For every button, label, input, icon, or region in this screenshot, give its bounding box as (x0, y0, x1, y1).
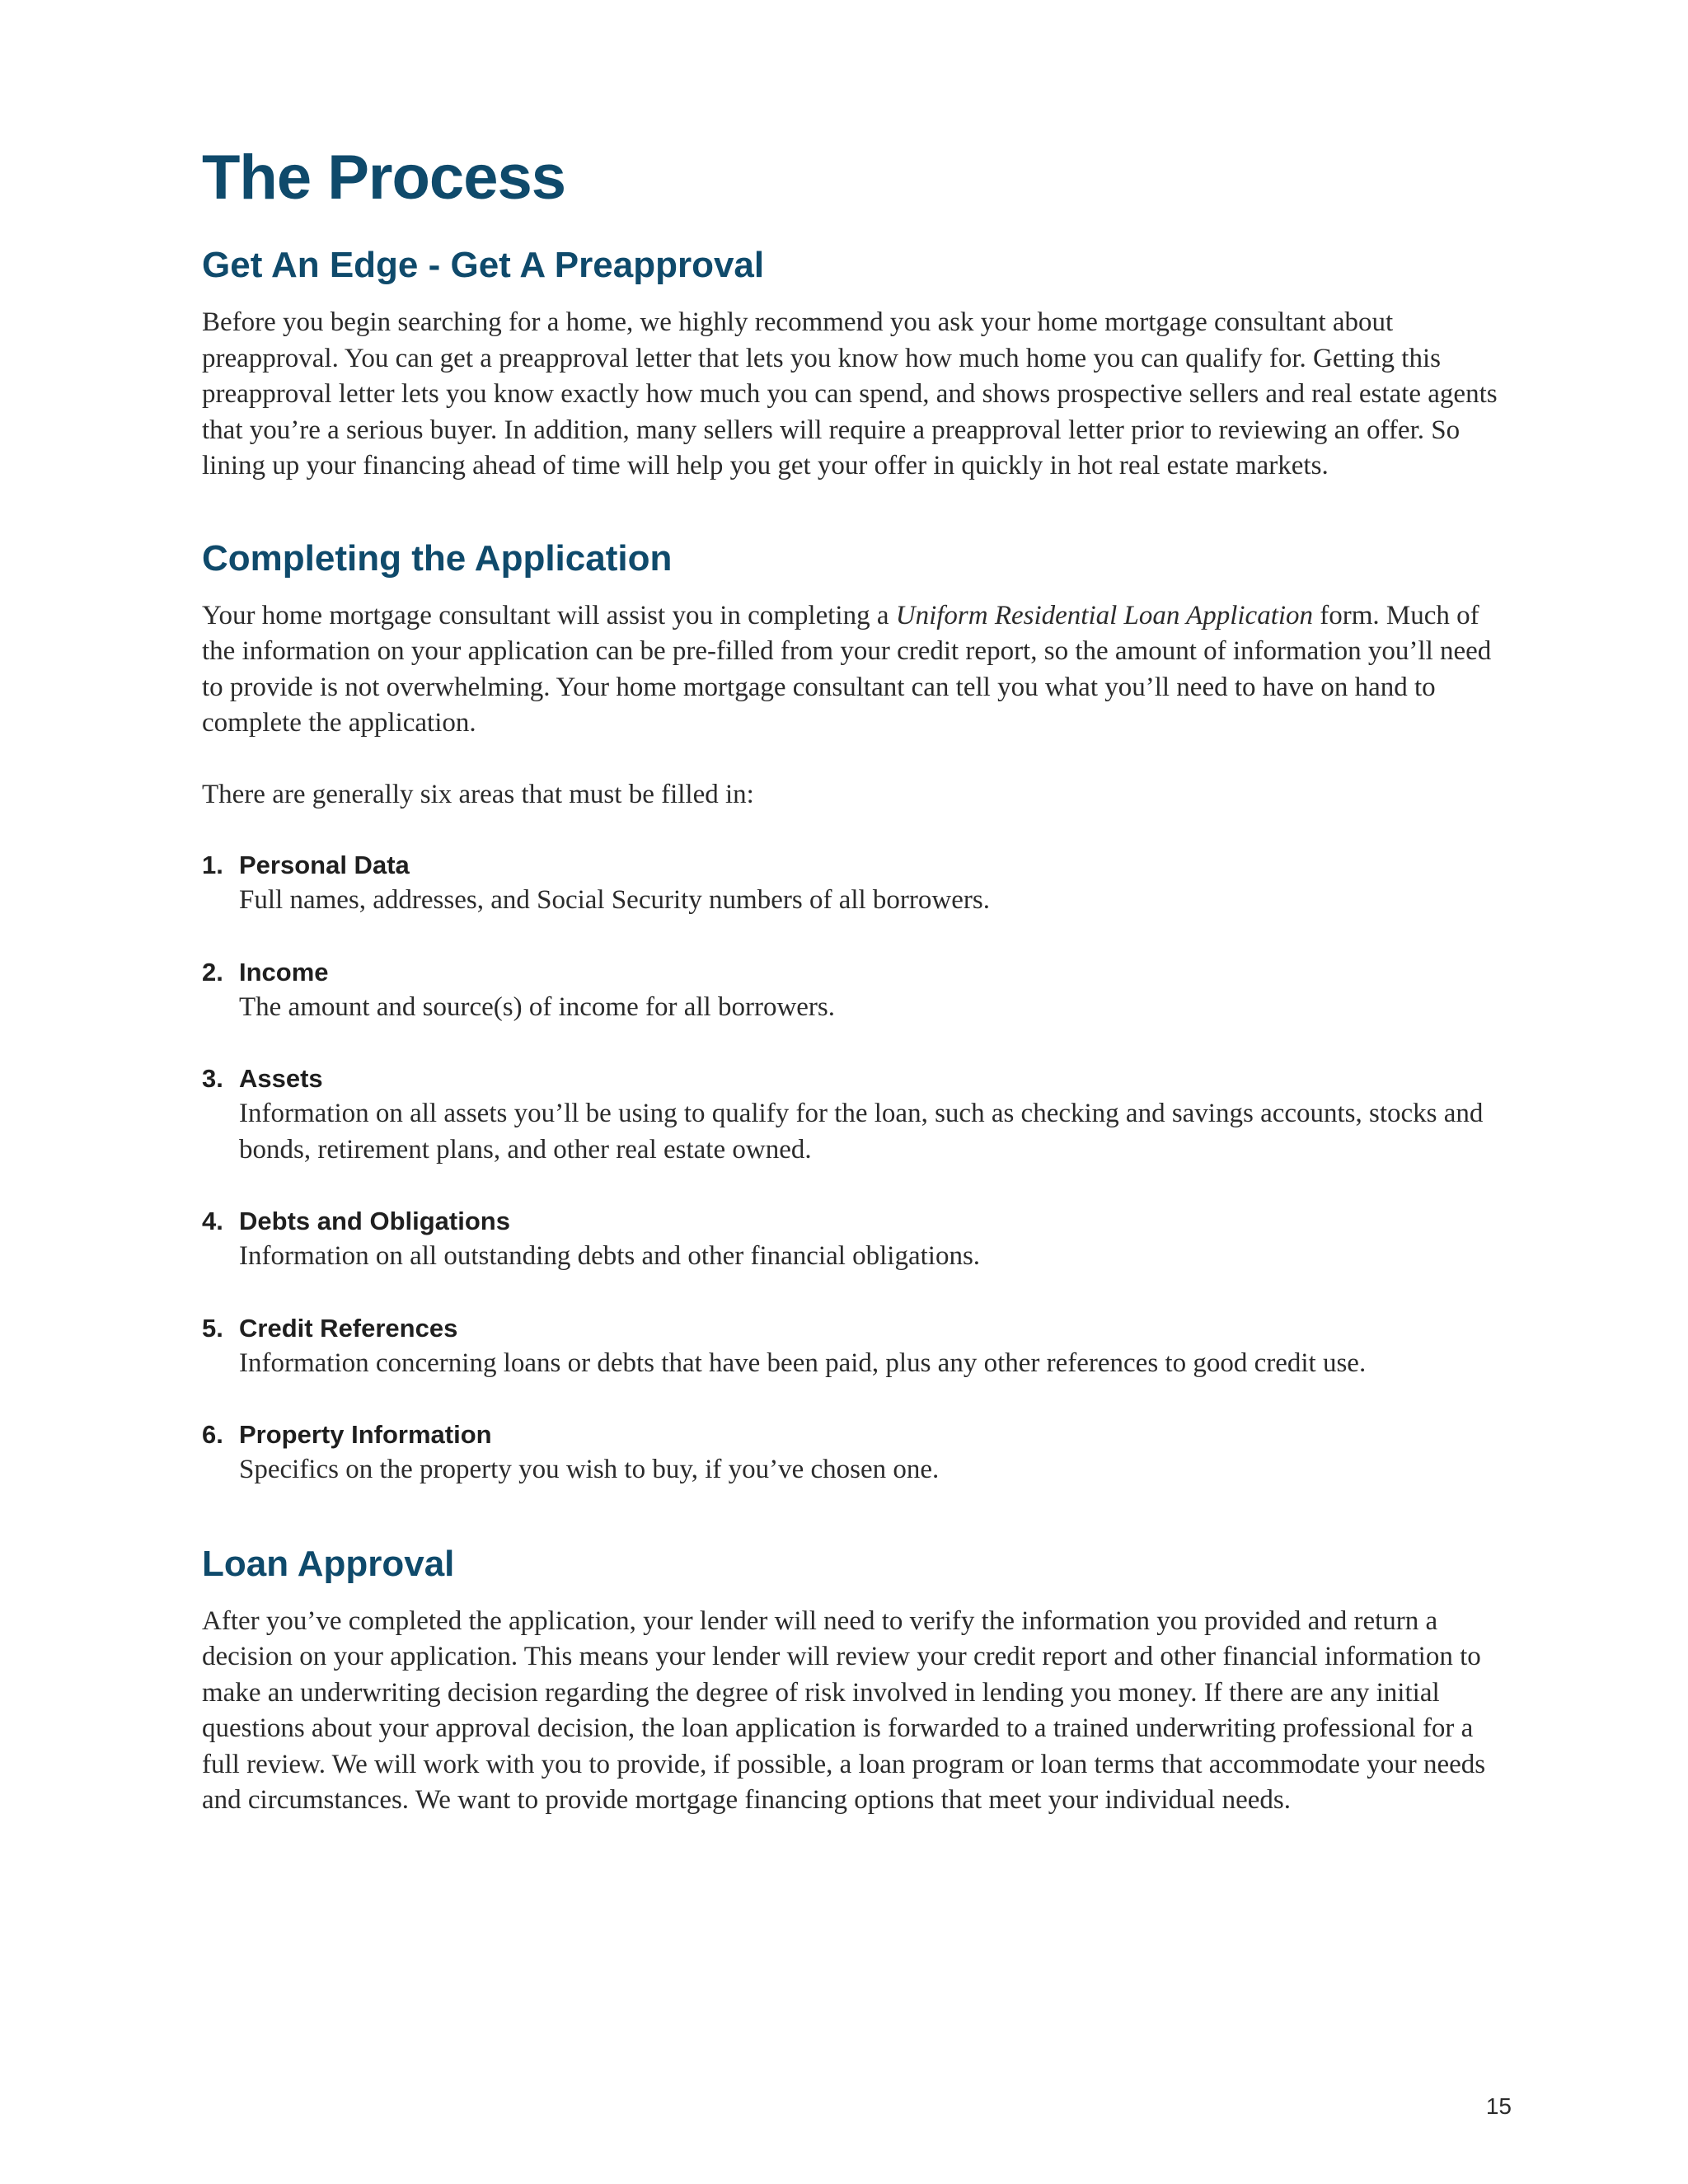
list-item-number: 1. (202, 851, 223, 879)
list-item-number: 4. (202, 1207, 223, 1235)
preapproval-paragraph: Before you begin searching for a home, we highly recommend you ask your home mortgage consultant about preapproval. You can get a preapproval letter that lets you know how much home you can qualify for. Getting this preapproval letter lets you know exactly how much you can spend, and shows prospective sellers and real estate agents that you’re a serious buyer. In addition, many sellers will require a preapproval letter prior to reviewing an offer. So lining up your financing ahead of time will help you get your offer in quickly in hot real estate markets. (202, 307, 1498, 480)
list-item-text: Full names, addresses, and Social Security numbers of all borrowers. (239, 885, 990, 915)
list-item-text: Specifics on the property you wish to buy, if you’ve chosen one. (239, 1455, 940, 1484)
application-paragraph (202, 598, 1504, 742)
list-item (202, 1310, 1504, 1382)
list-item-title: Property Information (239, 1420, 492, 1449)
list-item-text: Information concerning loans or debts that have been paid, plus any other references to good credit use. (239, 1347, 1367, 1378)
section-heading-preapproval: Get An Edge - Get A Preapproval (202, 245, 765, 285)
list-item-number: 2. (202, 957, 223, 987)
list-item (202, 1203, 1504, 1275)
application-text-start: Your home mortgage consultant will assist you in completing a (202, 600, 896, 630)
list-item-title: Personal Data (239, 851, 410, 879)
approval-paragraph: After you’ve completed the application, your lender will need to verify the information you provided and return a decision on your application. This means your lender will review your credit report and other financial information to make an underwriting decision regarding the degree of risk involved in lending you money. If there are any initial questions about your approval decision, the loan application is forwarded to a trained underwriting professional for a full review. We will work with you to provide, if possible, a loan program or loan terms that accommodate your needs and circumstances. We want to provide mortgage financing options that meet your individual needs. (202, 1605, 1486, 1815)
section-preapproval (202, 242, 1504, 485)
list-item-title: Income (239, 957, 329, 987)
list-item-number: 5. (202, 1313, 223, 1343)
list-item-number: 3. (202, 1064, 223, 1093)
section-heading-application: Completing the Application (202, 537, 673, 579)
section-application (202, 536, 1504, 1488)
list-item-text: Information on all outstanding debts and other financial obligations. (239, 1241, 981, 1271)
list-item-text: The amount and source(s) of income for all borrowers. (239, 991, 836, 1022)
section-approval (202, 1541, 1504, 1819)
list-item-number: 6. (202, 1420, 223, 1449)
document-page (202, 138, 1504, 1872)
page-number: 15 (1485, 2093, 1512, 2119)
list-item (202, 954, 1504, 1026)
list-item (202, 1417, 1504, 1488)
list-item-title: Assets (239, 1064, 323, 1093)
list-intro: There are generally six areas that must be filled in: (202, 779, 754, 809)
list-item (202, 847, 1504, 919)
form-name-italic: Uniform Residential Loan Application (895, 600, 1314, 630)
section-heading-approval: Loan Approval (202, 1543, 455, 1584)
application-areas-list (202, 847, 1504, 1488)
list-item-title: Debts and Obligations (239, 1207, 510, 1235)
list-item-title: Credit References (239, 1313, 458, 1343)
list-item (202, 1061, 1504, 1168)
page-title: The Process (202, 143, 565, 213)
list-item-text: Information on all assets you’ll be using to qualify for the loan, such as checking and savings accounts, stocks and bonds, retirement plans, and other real estate owned. (239, 1099, 1484, 1165)
application-text-end: form. Much of the information on your application can be pre-filled from your credit report, so the amount of information you’ll need to provide is not overwhelming. Your home mortgage consultant can tell you what you’ll need to have on hand to complete the application. (202, 600, 1492, 738)
